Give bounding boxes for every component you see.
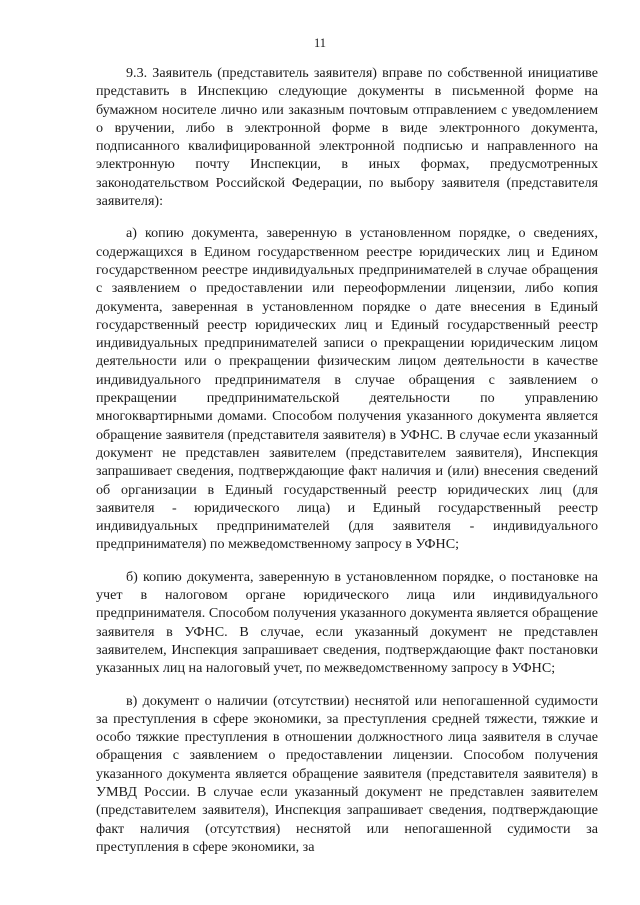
page-number: 11: [313, 36, 327, 50]
paragraph-item-b: б) копию документа, заверенную в установленном порядке, о постановке на учет в налоговом органе юридического лица или индивидуального предпринимателя. Способом получения указанного документа является обращение заявителя в УФНС. В случае, если указанный документ не представлен заявителем, Инспекция запрашивает сведения, подтверждающие факт постановки указанных лиц на налоговый учет, по межведомственному запросу в УФНС;: [96, 568, 598, 677]
paragraph-9-3: 9.3. Заявитель (представитель заявителя) вправе по собственной инициативе представить в Инспекцию следующие документы в письменной форме на бумажном носителе лично или заказным почтовым отправлением с уведомлением о вручении, либо в электронной форме в виде электронного документа, подписанного квалифицированной электронной подписью и направленного на электронную почту Инспекции, в иных формах, предусмотренных законодательством Российской Федерации, по выбору заявителя (представителя заявителя):: [96, 65, 598, 210]
document-body: [96, 64, 598, 856]
paragraph-item-a: а) копию документа, заверенную в установленном порядке, о сведениях, содержащихся в Едином государственном реестре юридических лиц и Едином государственном реестре индивидуальных предпринимателей в случае обращения с заявлением о предоставлении или переоформлении лицензии, либо копия документа, заверенная в установленном порядке о дате внесения в Единый государственный реестр юридических лиц и Единый государственный реестр индивидуальных предпринимателей записи о прекращении юридическим лицом деятельности или о прекращении физическим лицом деятельности в качестве индивидуального предпринимателя в случае обращения с заявлением о прекращении предпринимательской деятельности по управлению многоквартирными домами. Способом получения указанного документа является обращение заявителя (представителя заявителя) в УФНС. В случае если указанный документ не представлен заявителем (представителем заявителя), Инспекция запрашивает сведения, подтверждающие факт наличия и (или) внесения сведений об организации в Единый государственный реестр юридических лиц (для заявителя - юридического лица) и Единый государственный реестр индивидуальных предпринимателей (для заявителя - индивидуального предпринимателя) по межведомственному запросу в УФНС;: [96, 225, 598, 553]
paragraph-item-v: в) документ о наличии (отсутствии) неснятой или непогашенной судимости за преступления в сфере экономики, за преступления средней тяжести, тяжкие и особо тяжкие преступления в отношении должностного лица заявителя в случае обращения с заявлением о предоставлении лицензии. Способом получения указанного документа является обращение заявителя (представителя заявителя) в УМВД России. В случае если указанный документ не представлен заявителем (представителем заявителя), Инспекция запрашивает сведения, подтверждающие факт наличия (отсутствия) неснятой или непогашенной судимости за преступления в сфере экономики, за: [96, 692, 598, 855]
